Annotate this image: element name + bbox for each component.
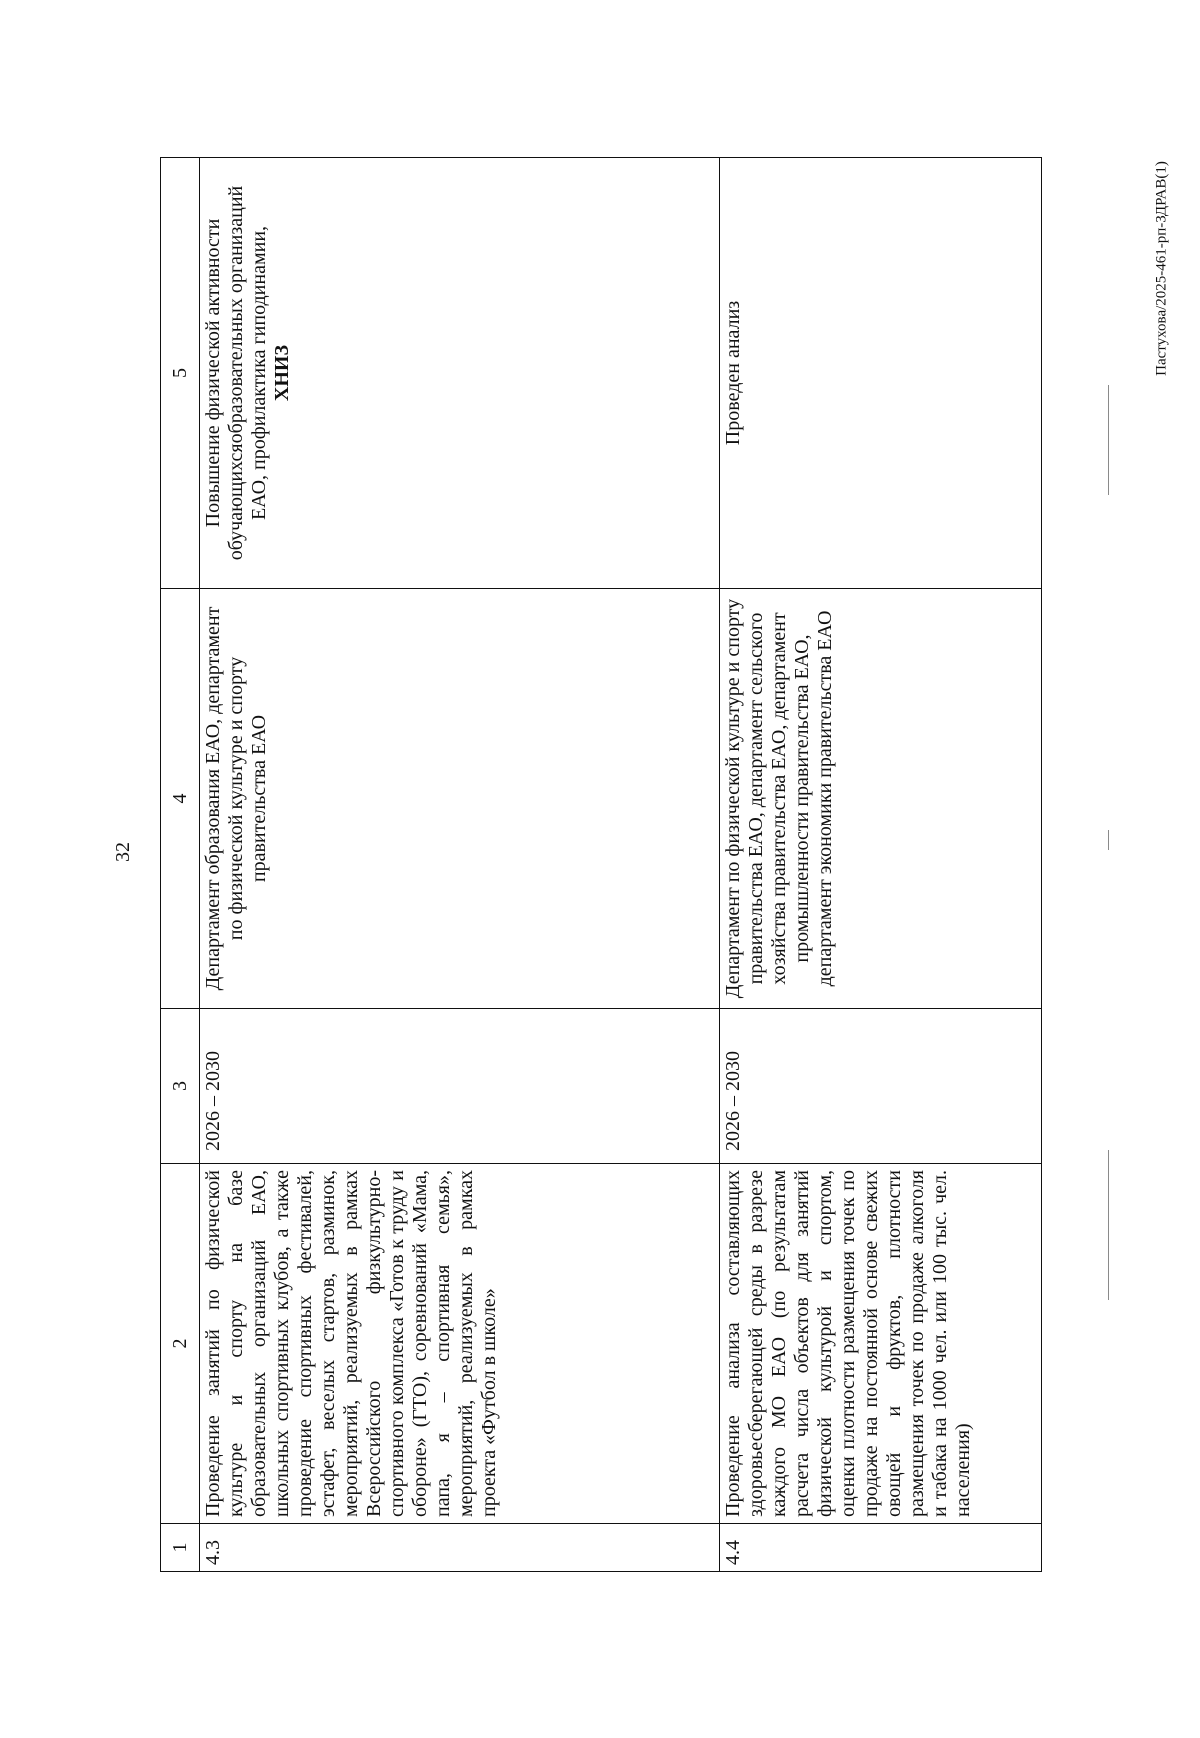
result-text: Проведен анализ — [722, 300, 744, 446]
page-number: 32 — [112, 842, 134, 862]
period-cell: 2026 – 2030 — [720, 1009, 1042, 1164]
document-code-text: Пастухова/2025-461-рп-ЗДРАВ(1) — [1153, 161, 1170, 376]
margin-line — [1108, 1150, 1109, 1300]
column-header: 3 — [161, 1009, 200, 1164]
header-row — [161, 158, 200, 1572]
result-cell — [720, 158, 1042, 589]
period-cell: 2026 – 2030 — [200, 1009, 720, 1164]
activity-cell: Проведение занятий по физической культуре и спорту на базе образовательных организаций ЕАО, школьных спортивных клубов, а также проведение спортивных фестивалей, эстафет, веселых стартов, разминок, мероприятий, реализуемых в рамках Всероссийского физкультурно-спортивного комплекса «Готов к труду и обороне» (ГТО), соревнований «Мама, папа, я – спортивная семья», мероприятий, реализуемых в рамках проекта «Футбол в школе» — [200, 1164, 720, 1524]
result-text: Повышение физической активности обучающихсяобразовательных организаций ЕАО, профилактика гиподинамии, — [202, 185, 270, 561]
table-row — [720, 158, 1042, 1572]
column-header: 5 — [161, 158, 200, 589]
column-header: 1 — [161, 1524, 200, 1572]
rotated-table-container — [160, 158, 1040, 1572]
activity-cell: Проведение анализа составляющих здоровьесберегающей среды в разрезе каждого МО ЕАО (по результатам расчета числа объектов для занятий физической культурой и спортом, оценки плотности размещения точек по продаже на постоянной основе свежих овощей и фруктов, плотности размещения точек по продаже алкоголя и табака на 1000 чел. или 100 тыс. чел. населения) — [720, 1164, 1042, 1524]
executors-cell: Департамент по физической культуре и спорту правительства ЕАО, департамент сельского хозяйства правительства ЕАО, департамент промышленности правительства ЕАО, департамент экономики правительства ЕАО — [720, 589, 1042, 1009]
result-text-bold: ХНИЗ — [271, 344, 293, 402]
margin-line — [1108, 830, 1109, 850]
margin-line — [1108, 385, 1109, 495]
executors-cell: Департамент образования ЕАО, департамент по физической культуре и спорту правительства ЕАО — [200, 589, 720, 1009]
result-cell — [200, 158, 720, 589]
row-number: 4.3 — [200, 1524, 720, 1572]
table-row — [200, 158, 720, 1572]
column-header: 4 — [161, 589, 200, 1009]
row-number: 4.4 — [720, 1524, 1042, 1572]
measures-table — [160, 157, 1042, 1572]
column-header: 2 — [161, 1164, 200, 1524]
